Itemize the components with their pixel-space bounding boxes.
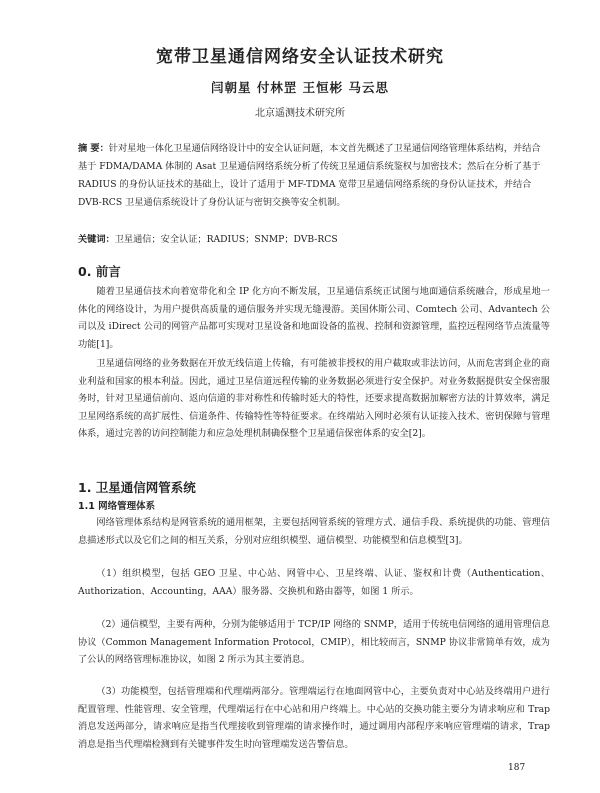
keywords-text: 卫星通信；安全认证；RADIUS；SNMP；DVB-RCS <box>114 234 338 245</box>
abstract-label: 摘 要： <box>78 143 109 154</box>
subsection-heading-1-1: 1.1 网络管理体系 <box>78 501 156 512</box>
abstract <box>78 140 548 212</box>
abstract-text: 针对星地一体化卫星通信网络设计中的安全认证问题，本文首先概述了卫星通信网络管理体系结构，并结合基于 FDMA/DAMA 体制的 Asat 卫星通信网络系统分析了传统卫星通信系统鉴权与加密技术；然后在分析了基于 RADIUS 的身份认证技术的基础上，设计了适用于 MF-TDMA 宽带卫星通信网络系统的身份认证技术，并结合 DVB-RCS 卫星通信系统设计了身份认证与密钥交换等安全机制。 <box>78 143 541 208</box>
section-1-1-paragraph-4: （3）功能模型，包括管理端和代理端两部分。管理端运行在地面网管中心，主要负责对中心站及终端用户进行配置管理、性能管理、安全管理，代理端运行在中心站和用户终端上。中心站的交换功能主要分为请求响应和 Trap 消息发送两部分，请求响应是指当代理接收到管理端的请求操作时，通过调用内部程序来响应管理端的请求，Trap 消息是指当代理端检测到有关键事件发生时向管理端发送告警信息。 <box>78 686 550 750</box>
keywords-label: 关键词： <box>78 234 115 245</box>
page-number: 187 <box>508 763 526 773</box>
affiliation: 北京遥测技术研究所 <box>255 108 345 119</box>
intro-paragraph-2: 卫星通信网络的业务数据在开放无线信道上传输，有可能被非授权的用户截取或非法访问，从而危害到企业的商业利益和国家的根本利益。因此，通过卫星信道远程传输的业务数据必须进行安全保护。对业务数据提供安全保密服务时，针对卫星通信前向、返向信道的非对称性和传输时延大的特性，还要求提高数据加解密方法的计算效率，满足卫星网络系统的高扩展性、信道条件、传输特性等特征要求。在终端站入网时必须有认证接入技术、密钥保障与管理体系，通过完善的访问控制能力和应急处理机制确保整个卫星通信保密体系的安全[2]。 <box>78 358 550 439</box>
section-1-1-paragraph-2: （1）组织模型，包括 GEO 卫星、中心站、网管中心、卫星终端、认证、鉴权和计费（Authentication、Authorization、Accounting，AAA）服务器、交换机和路由器等，如图 1 所示。 <box>78 568 550 597</box>
section-1-1-paragraph-1: 网络管理体系结构是网管系统的通用框架，主要包括网管系统的管理方式、通信手段、系统提供的功能、管理信息描述形式以及它们之间的相互关系，分别对应组织模型、通信模型、功能模型和信息模型[3]。 <box>78 517 550 546</box>
section-heading-1: 1. 卫星通信网管系统 <box>78 480 196 495</box>
author-list: 闫朝星 付林罡 王恒彬 马云思 <box>210 80 390 95</box>
section-1-1-paragraph-3: （2）通信模型，主要有两种，分别为能够适用于 TCP/IP 网络的 SNMP，适用于传统电信网络的通用管理信息协议（Common Management Information Protocol，CMIP），相比较而言，SNMP 协议非常简单有效，成为了公认的网络管理标准协议，如图 2 所示为其主要消息。 <box>78 619 550 665</box>
keywords <box>78 233 548 247</box>
paper-title: 宽带卫星通信网络安全认证技术研究 <box>156 47 444 67</box>
intro-paragraph-1: 随着卫星通信技术向着宽带化和全 IP 化方向不断发展，卫星通信系统正试图与地面通信系统融合，形成星地一体化的网络设计，为用户提供高质量的通信服务并实现无缝漫游。美国休斯公司、Comtech 公司、Advantech 公司以及 iDirect 公司的网管产品都可实现对卫星设备和地面设备的监视、控制和资源管理，监控远程网络节点流量等功能[1]。 <box>78 286 550 350</box>
section-heading-intro: 0. 前言 <box>78 264 121 279</box>
